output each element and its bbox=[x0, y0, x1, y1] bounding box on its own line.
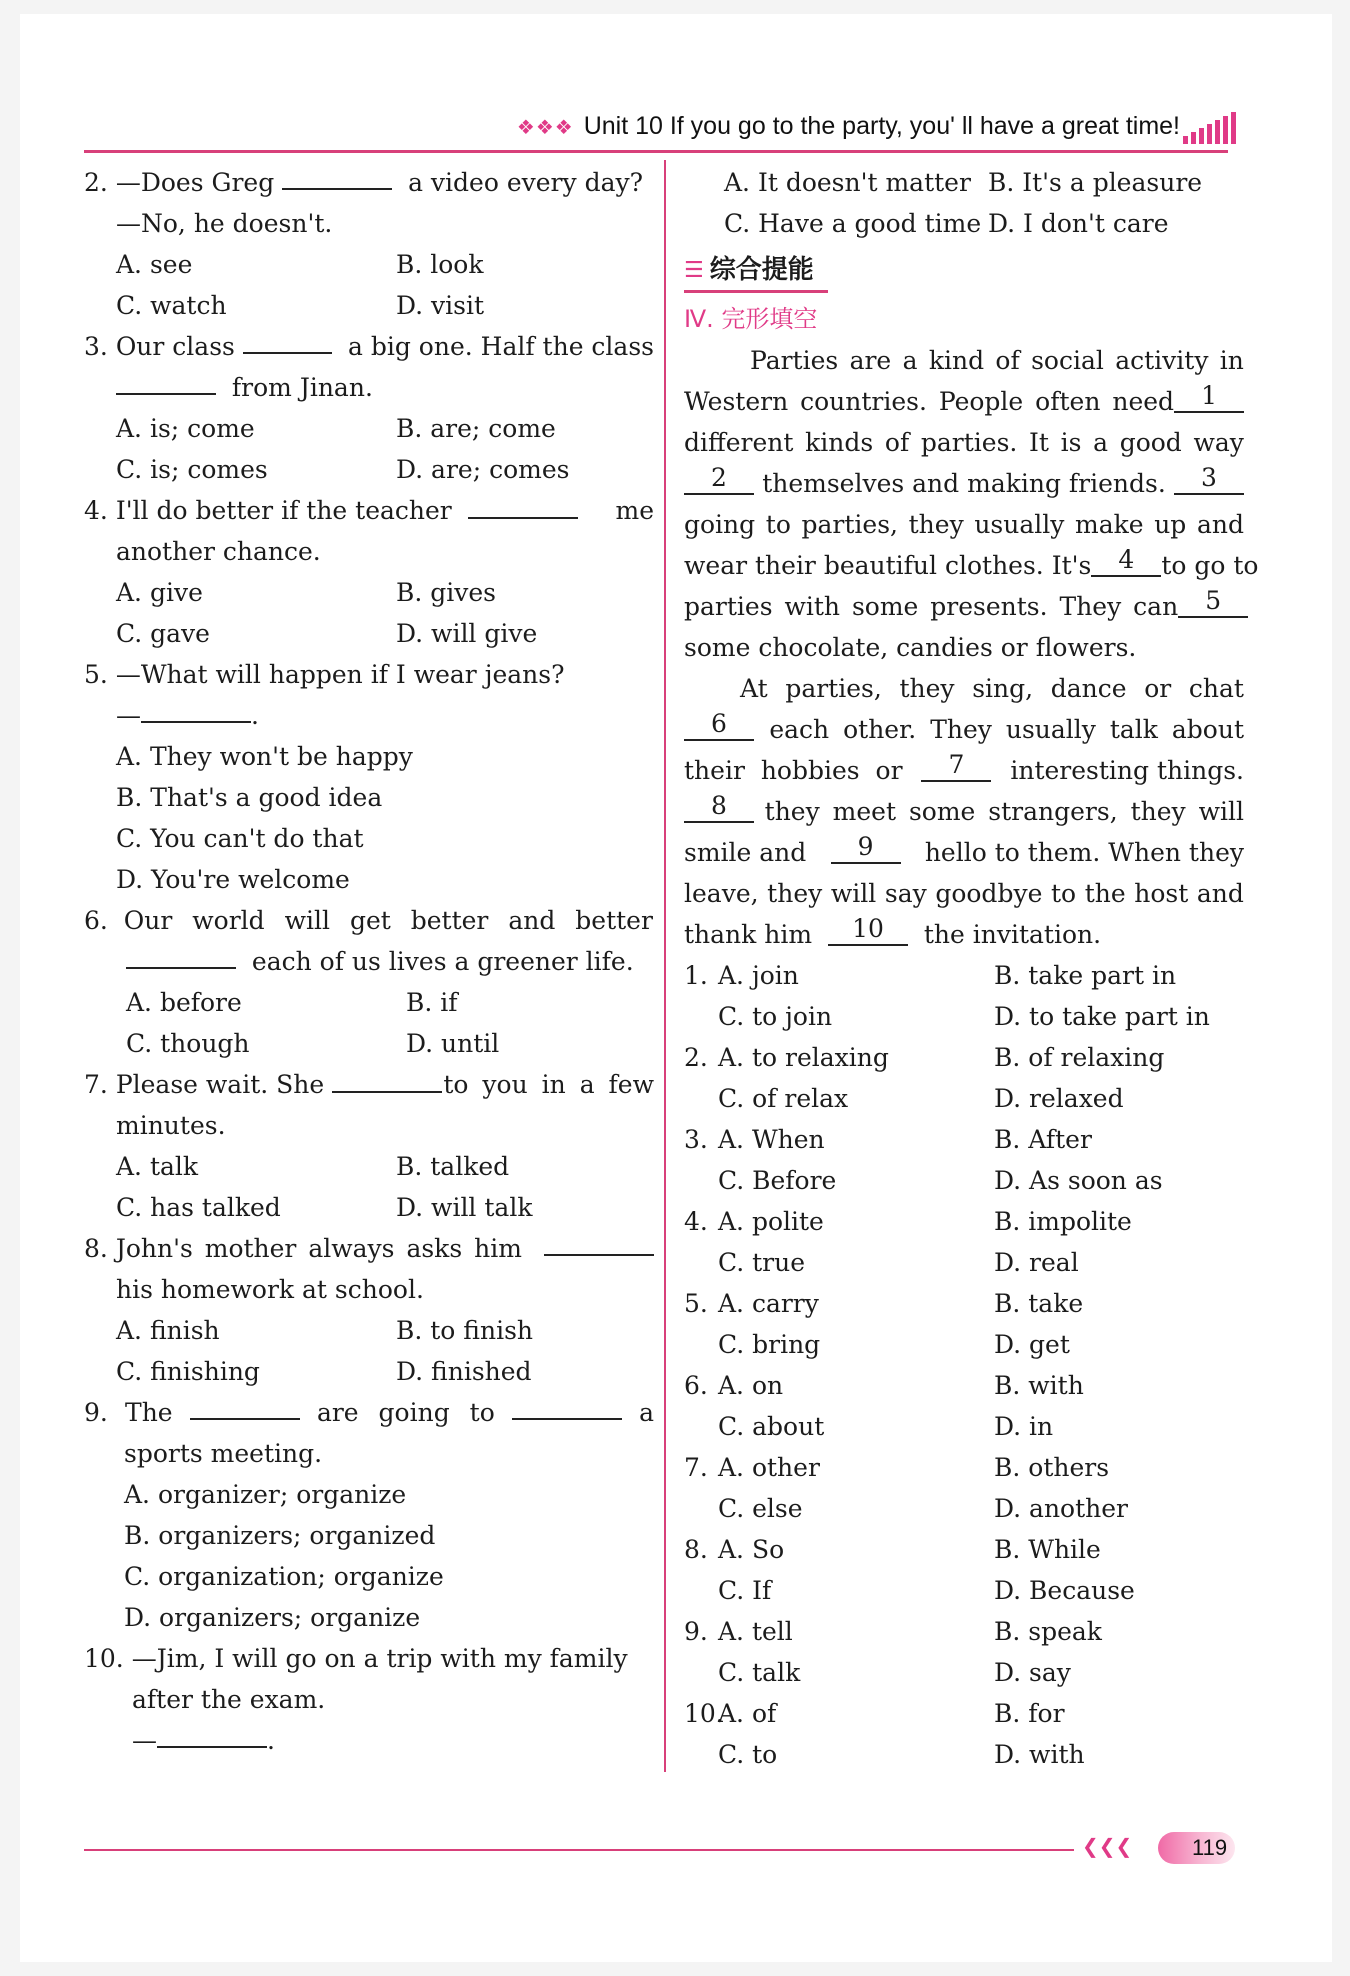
passage-line bbox=[684, 586, 1244, 627]
option-c[interactable]: C. else bbox=[718, 1494, 803, 1523]
cloze-blank[interactable]: 2 bbox=[684, 463, 754, 495]
option-b[interactable]: B. of relaxing bbox=[994, 1043, 1165, 1072]
option-c[interactable]: C. to bbox=[718, 1740, 778, 1769]
option-a[interactable]: A. So bbox=[718, 1535, 785, 1564]
option-a[interactable]: A. give bbox=[116, 578, 203, 607]
question-stem: The bbox=[125, 1398, 173, 1427]
option-number: 8. bbox=[684, 1535, 708, 1564]
word: and bbox=[1196, 510, 1244, 539]
word: Parties bbox=[750, 346, 839, 375]
passage-text: to go to bbox=[1161, 551, 1259, 580]
option-b[interactable]: B. look bbox=[396, 250, 484, 279]
word: of bbox=[884, 428, 910, 457]
word: or bbox=[1144, 674, 1172, 703]
word: say bbox=[884, 879, 927, 908]
cloze-blank[interactable]: 5 bbox=[1178, 586, 1248, 618]
option-b[interactable]: B. take bbox=[994, 1289, 1084, 1318]
option-a[interactable]: A. tell bbox=[718, 1617, 793, 1646]
question-reply: —No, he doesn't. bbox=[116, 209, 333, 238]
question-stem: —What will happen if I wear jeans? bbox=[115, 660, 565, 689]
page-footer bbox=[84, 1830, 1244, 1870]
word: sing, bbox=[972, 674, 1034, 703]
option-a[interactable]: A. see bbox=[116, 250, 193, 279]
cloze-option-row bbox=[684, 1283, 1244, 1324]
word: It bbox=[1029, 428, 1049, 457]
question-4 bbox=[84, 490, 654, 654]
option-c[interactable]: C. talk bbox=[718, 1658, 801, 1687]
word: a bbox=[1093, 428, 1109, 457]
word: parties, bbox=[801, 510, 898, 539]
answer-blank[interactable] bbox=[243, 326, 332, 354]
option-c[interactable]: C. organization; organize bbox=[124, 1562, 444, 1591]
page-header bbox=[84, 104, 1236, 152]
answer-blank[interactable] bbox=[157, 1720, 267, 1748]
option-number: 2. bbox=[684, 1043, 708, 1072]
passage-line bbox=[684, 873, 1244, 914]
option-a[interactable]: A. polite bbox=[718, 1207, 824, 1236]
option-c[interactable]: C. You can't do that bbox=[116, 824, 364, 853]
word: kind bbox=[928, 346, 985, 375]
option-b[interactable]: B. That's a good idea bbox=[116, 783, 383, 812]
option-b[interactable]: B. gives bbox=[396, 578, 497, 607]
passage-line bbox=[684, 668, 1244, 709]
cloze-option-row bbox=[684, 1201, 1244, 1242]
option-a[interactable]: A. join bbox=[718, 961, 799, 990]
passage-line bbox=[684, 545, 1259, 586]
option-c[interactable]: C. though bbox=[126, 1029, 250, 1058]
word: dance bbox=[1050, 674, 1127, 703]
dash: — bbox=[132, 1726, 157, 1755]
section-banner bbox=[684, 250, 828, 293]
option-d[interactable]: D. visit bbox=[396, 291, 485, 320]
passage-text: parties with some presents. They can bbox=[684, 592, 1179, 621]
option-a[interactable]: A. When bbox=[718, 1125, 825, 1154]
section-title: 综合提能 bbox=[709, 254, 814, 285]
diamond-decor-icon: ❖❖❖ bbox=[516, 114, 574, 139]
option-a[interactable]: A. of bbox=[718, 1699, 777, 1728]
word: host bbox=[1134, 879, 1189, 908]
option-a[interactable]: A. other bbox=[718, 1453, 820, 1482]
word: parties. bbox=[920, 428, 1018, 457]
question-number: 7. bbox=[84, 1070, 108, 1099]
option-b[interactable]: B. take part in bbox=[994, 961, 1177, 990]
question-stem: a video every day? bbox=[408, 168, 643, 197]
word: chat bbox=[1188, 674, 1244, 703]
answer-blank[interactable] bbox=[282, 162, 392, 190]
cloze-option-row bbox=[684, 1242, 1244, 1283]
answer-blank[interactable] bbox=[468, 491, 578, 519]
option-b[interactable]: B. for bbox=[994, 1699, 1065, 1728]
answer-blank[interactable] bbox=[141, 695, 251, 723]
question-number: 2. bbox=[84, 168, 108, 197]
question-number: 8. bbox=[84, 1234, 108, 1263]
option-c[interactable]: C. watch bbox=[116, 291, 227, 320]
answer-blank[interactable] bbox=[332, 1065, 442, 1093]
option-number: 1. bbox=[684, 961, 708, 990]
passage-line bbox=[684, 381, 1244, 422]
option-c[interactable]: C. to join bbox=[718, 1002, 833, 1031]
option-d[interactable]: D. real bbox=[994, 1248, 1079, 1277]
option-d[interactable]: D. another bbox=[994, 1494, 1128, 1523]
arrows-icon: ❮❮❮ bbox=[1082, 1834, 1133, 1858]
cloze-option-row bbox=[684, 1652, 1244, 1693]
answer-blank[interactable] bbox=[126, 941, 236, 969]
question-stem: each of us lives a greener life. bbox=[251, 947, 634, 976]
cloze-blank[interactable]: 10 bbox=[828, 914, 908, 946]
question-8 bbox=[84, 1228, 654, 1392]
option-d[interactable]: D. with bbox=[994, 1740, 1085, 1769]
word: way bbox=[1193, 428, 1244, 457]
header-rule bbox=[84, 150, 1228, 153]
cloze-option-row bbox=[684, 1078, 1244, 1119]
option-a[interactable]: A. talk bbox=[116, 1152, 199, 1181]
question-3 bbox=[84, 326, 654, 490]
word: parties, bbox=[785, 674, 882, 703]
word: social bbox=[1031, 346, 1104, 375]
word: the bbox=[1084, 879, 1126, 908]
option-number: 7. bbox=[684, 1453, 708, 1482]
word: good bbox=[1119, 428, 1182, 457]
option-a[interactable]: A. to relaxing bbox=[718, 1043, 889, 1072]
cloze-blank[interactable]: 6 bbox=[684, 709, 754, 741]
option-c[interactable]: C. is; comes bbox=[116, 455, 268, 484]
word: usually bbox=[974, 510, 1065, 539]
option-number: 5. bbox=[684, 1289, 708, 1318]
passage-text: wear their beautiful clothes. It's bbox=[684, 551, 1092, 580]
passage-text: each other. They usually talk about bbox=[769, 715, 1244, 744]
cloze-option-row bbox=[684, 1570, 1244, 1611]
question-stem: I'll do better if the teacher bbox=[115, 496, 452, 525]
cloze-blank[interactable]: 1 bbox=[1174, 381, 1244, 413]
cloze-passage bbox=[684, 340, 1259, 955]
option-b[interactable]: B. After bbox=[994, 1125, 1092, 1154]
passage-text: the invitation. bbox=[923, 920, 1102, 949]
option-c[interactable]: C. finishing bbox=[116, 1357, 260, 1386]
cloze-option-row bbox=[684, 1160, 1244, 1201]
option-b[interactable]: B. are; come bbox=[396, 414, 556, 443]
word: will bbox=[830, 879, 877, 908]
option-d[interactable]: D. I don't care bbox=[988, 209, 1169, 238]
word: and bbox=[1196, 879, 1244, 908]
option-b[interactable]: B. It's a pleasure bbox=[988, 168, 1203, 197]
word: up bbox=[1154, 510, 1187, 539]
answer-blank[interactable] bbox=[190, 1392, 300, 1420]
column-divider bbox=[664, 160, 666, 1772]
word: leave, bbox=[684, 879, 759, 908]
signal-bars-icon bbox=[1183, 110, 1236, 144]
passage-line bbox=[684, 791, 1244, 832]
word: going bbox=[684, 510, 756, 539]
word: of bbox=[995, 346, 1020, 375]
question-stem: to you in a few bbox=[443, 1070, 654, 1099]
option-a[interactable]: A. organizer; organize bbox=[124, 1480, 407, 1509]
option-number: 6. bbox=[684, 1371, 708, 1400]
cloze-options bbox=[684, 955, 1244, 1775]
option-a[interactable]: A. carry bbox=[718, 1289, 819, 1318]
option-b[interactable]: B. talked bbox=[396, 1152, 510, 1181]
option-b[interactable]: B. While bbox=[994, 1535, 1101, 1564]
cloze-option-row bbox=[684, 1488, 1244, 1529]
option-a[interactable]: A. is; come bbox=[116, 414, 255, 443]
option-b[interactable]: B. with bbox=[994, 1371, 1084, 1400]
cloze-option-row bbox=[684, 996, 1244, 1037]
option-b[interactable]: B. impolite bbox=[994, 1207, 1132, 1236]
passage-text: smile and bbox=[684, 838, 807, 867]
word: they bbox=[767, 879, 823, 908]
passage-line bbox=[684, 463, 1244, 504]
option-d[interactable]: D. organizers; organize bbox=[124, 1603, 421, 1632]
option-c[interactable]: C. of relax bbox=[718, 1084, 849, 1113]
word: At bbox=[740, 674, 768, 703]
option-c[interactable]: C. about bbox=[718, 1412, 825, 1441]
option-d[interactable]: D. in bbox=[994, 1412, 1054, 1441]
question-number: 3. bbox=[84, 332, 108, 361]
question-10 bbox=[84, 1638, 654, 1761]
option-d[interactable]: D. You're welcome bbox=[116, 865, 350, 894]
option-a[interactable]: A. It doesn't matter bbox=[724, 168, 971, 197]
answer-blank[interactable] bbox=[544, 1228, 654, 1256]
right-column bbox=[684, 162, 1259, 1775]
cloze-option-row bbox=[684, 1529, 1244, 1570]
unit-title: Unit 10 If you go to the party, you' ll have a great time! bbox=[583, 112, 1180, 140]
word: activity bbox=[1115, 346, 1209, 375]
option-c[interactable]: C. If bbox=[718, 1576, 772, 1605]
option-c[interactable]: C. true bbox=[718, 1248, 806, 1277]
option-a[interactable]: A. finish bbox=[116, 1316, 220, 1345]
word: kinds bbox=[805, 428, 874, 457]
dash: — bbox=[116, 701, 141, 730]
cloze-option-row bbox=[684, 955, 1244, 996]
option-c[interactable]: C. has talked bbox=[116, 1193, 281, 1222]
option-a[interactable]: A. before bbox=[126, 988, 242, 1017]
left-column bbox=[84, 162, 654, 1761]
option-number: 10. bbox=[684, 1699, 724, 1728]
word: they bbox=[908, 510, 964, 539]
cloze-option-row bbox=[684, 1406, 1244, 1447]
option-d[interactable]: D. finished bbox=[396, 1357, 532, 1386]
question-stem: Our class bbox=[115, 332, 235, 361]
passage-line bbox=[684, 422, 1244, 463]
question-6 bbox=[84, 900, 654, 1064]
option-d[interactable]: D. will give bbox=[396, 619, 538, 648]
passage-line bbox=[684, 709, 1244, 750]
option-d[interactable]: D. As soon as bbox=[994, 1166, 1163, 1195]
option-number: 4. bbox=[684, 1207, 708, 1236]
cloze-blank[interactable]: 3 bbox=[1174, 463, 1244, 495]
question-number: 10. bbox=[84, 1644, 124, 1673]
option-a[interactable]: A. on bbox=[718, 1371, 784, 1400]
cloze-blank[interactable]: 9 bbox=[831, 832, 901, 864]
question-stem: Our world will get better and better bbox=[123, 906, 653, 935]
option-d[interactable]: D. to take part in bbox=[994, 1002, 1210, 1031]
option-d[interactable]: D. are; comes bbox=[396, 455, 570, 484]
option-b[interactable]: B. to finish bbox=[396, 1316, 534, 1345]
word: in bbox=[1219, 346, 1244, 375]
passage-line bbox=[684, 340, 1244, 381]
option-c[interactable]: C. bring bbox=[718, 1330, 821, 1359]
question-5 bbox=[84, 654, 654, 900]
word: are bbox=[849, 346, 892, 375]
passage-text: they meet some strangers, they will bbox=[764, 797, 1244, 826]
question-stem: his homework at school. bbox=[116, 1275, 424, 1304]
passage-text: Western countries. People often need bbox=[684, 387, 1175, 416]
page-number: 119 bbox=[1158, 1832, 1235, 1864]
word: goodbye bbox=[935, 879, 1043, 908]
question-stem: —Does Greg bbox=[115, 168, 275, 197]
question-number: 4. bbox=[84, 496, 108, 525]
question-stem: minutes. bbox=[116, 1111, 226, 1140]
option-b[interactable]: B. organizers; organized bbox=[124, 1521, 436, 1550]
footer-rule bbox=[84, 1849, 1074, 1851]
question-stem: from Jinan. bbox=[231, 373, 373, 402]
option-c[interactable]: C. Before bbox=[718, 1166, 837, 1195]
cloze-option-row bbox=[684, 1119, 1244, 1160]
question-stem: after the exam. bbox=[132, 1685, 326, 1714]
cloze-blank[interactable]: 7 bbox=[921, 750, 991, 782]
option-b[interactable]: B. others bbox=[994, 1453, 1110, 1482]
question-stem: Please wait. She bbox=[115, 1070, 325, 1099]
question-7 bbox=[84, 1064, 654, 1228]
option-number: 9. bbox=[684, 1617, 708, 1646]
question-stem: a big one. Half the class bbox=[348, 332, 654, 361]
option-c[interactable]: C. gave bbox=[116, 619, 210, 648]
option-a[interactable]: A. They won't be happy bbox=[116, 742, 413, 771]
word: they bbox=[899, 674, 955, 703]
word: make bbox=[1075, 510, 1144, 539]
passage-line bbox=[684, 750, 1244, 791]
option-b[interactable]: B. speak bbox=[994, 1617, 1102, 1646]
word: different bbox=[684, 428, 794, 457]
cloze-option-row bbox=[684, 1611, 1244, 1652]
option-d[interactable]: D. until bbox=[406, 1029, 500, 1058]
cloze-option-row bbox=[684, 1324, 1244, 1365]
option-d[interactable]: D. get bbox=[994, 1330, 1070, 1359]
option-number: 3. bbox=[684, 1125, 708, 1154]
option-c[interactable]: C. Have a good time bbox=[724, 209, 982, 238]
answer-blank[interactable] bbox=[116, 367, 216, 395]
cloze-option-row bbox=[684, 1693, 1244, 1734]
option-b[interactable]: B. if bbox=[406, 988, 458, 1017]
cloze-option-row bbox=[684, 1037, 1244, 1078]
subsection-title: Ⅳ. 完形填空 bbox=[684, 305, 818, 333]
passage-line bbox=[684, 914, 1244, 955]
word: a bbox=[902, 346, 918, 375]
option-d[interactable]: D. will talk bbox=[396, 1193, 533, 1222]
passage-text: themselves and making friends. bbox=[762, 469, 1166, 498]
question-stem: —Jim, I will go on a trip with my family bbox=[131, 1644, 628, 1673]
option-d[interactable]: D. say bbox=[994, 1658, 1071, 1687]
question-number: 5. bbox=[84, 660, 108, 689]
word: to bbox=[1050, 879, 1077, 908]
question-stem: John's mother always asks him bbox=[115, 1234, 522, 1263]
question-9 bbox=[84, 1392, 654, 1638]
question-number: 9. bbox=[84, 1398, 108, 1427]
answer-blank[interactable] bbox=[512, 1392, 622, 1420]
passage-text: hello to them. When they bbox=[924, 838, 1244, 867]
cloze-option-row bbox=[684, 1734, 1244, 1775]
question-stem: are going to bbox=[316, 1398, 495, 1427]
passage-text: thank him bbox=[684, 920, 813, 949]
question-stem: sports meeting. bbox=[124, 1439, 323, 1468]
cloze-option-row bbox=[684, 1447, 1244, 1488]
option-d[interactable]: D. Because bbox=[994, 1576, 1135, 1605]
word: to bbox=[765, 510, 791, 539]
question-stem: a bbox=[639, 1398, 654, 1427]
passage-line: some chocolate, candies or flowers. bbox=[684, 633, 1137, 662]
word: is bbox=[1060, 428, 1082, 457]
question-stem: another chance. bbox=[116, 537, 321, 566]
books-icon: ☰ bbox=[684, 257, 704, 283]
period: . bbox=[267, 1726, 275, 1755]
cloze-blank[interactable]: 8 bbox=[684, 791, 754, 823]
question-stem: me bbox=[615, 496, 654, 525]
passage-line bbox=[684, 504, 1244, 545]
passage-text: their hobbies or bbox=[684, 756, 903, 785]
period: . bbox=[251, 701, 259, 730]
option-d[interactable]: D. relaxed bbox=[994, 1084, 1124, 1113]
cloze-blank[interactable]: 4 bbox=[1091, 545, 1161, 577]
question-2 bbox=[84, 162, 654, 326]
passage-text: interesting things. bbox=[1010, 756, 1244, 785]
cloze-option-row bbox=[684, 1365, 1244, 1406]
passage-line bbox=[684, 832, 1244, 873]
question-number: 6. bbox=[84, 906, 108, 935]
